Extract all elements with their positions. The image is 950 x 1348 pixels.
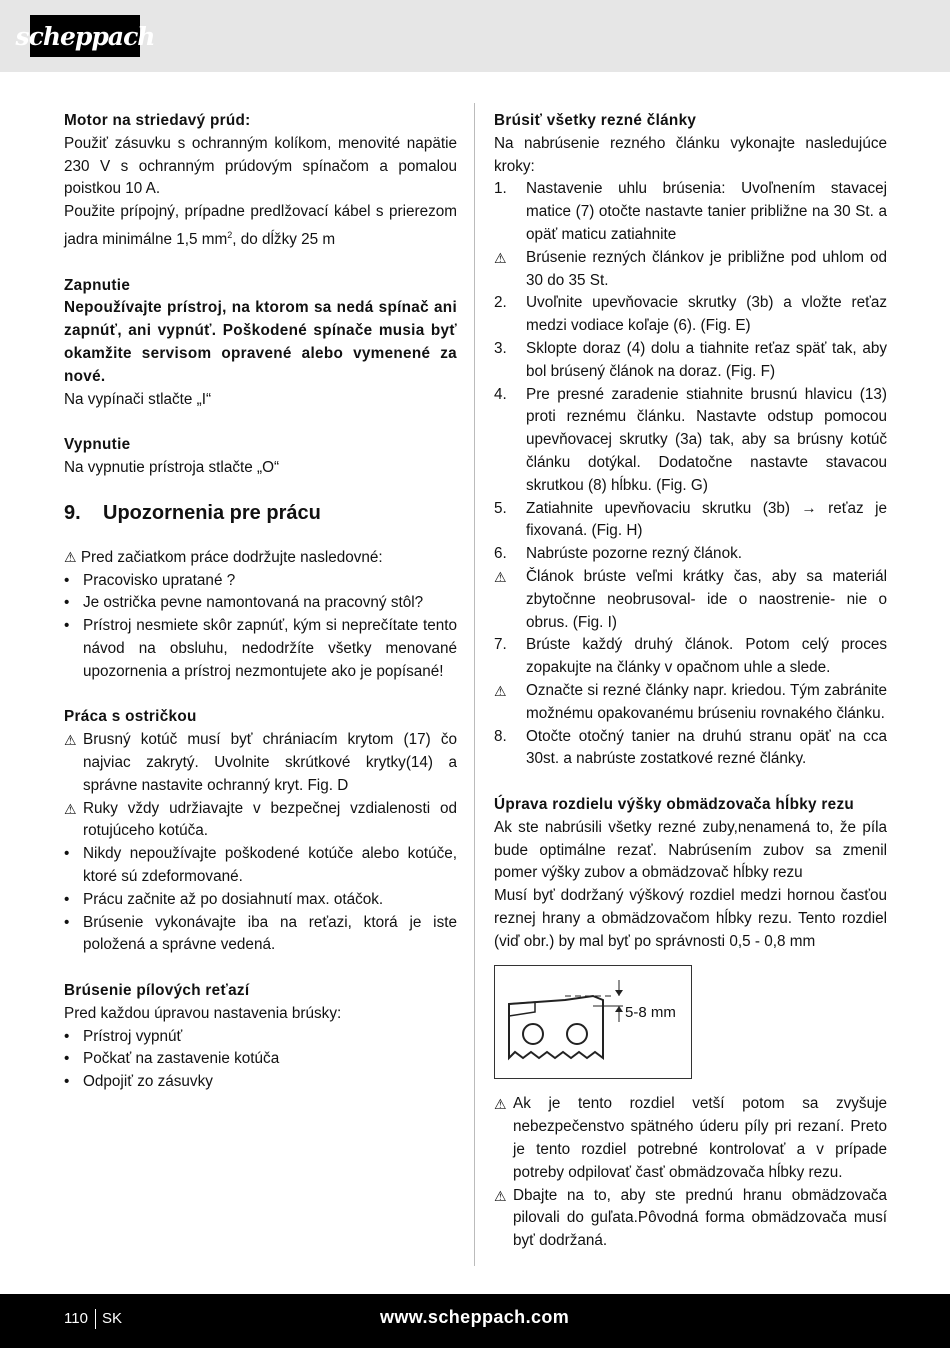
section-title-text: Upozornenia pre prácu (103, 501, 321, 524)
warning-icon: ⚠ (494, 1096, 507, 1113)
motor-cable-post: , do dĺžky 25 m (232, 231, 336, 249)
left-column (64, 110, 457, 1094)
step-marker: 8. (494, 727, 507, 745)
list-item (64, 1026, 457, 1049)
praca-heading: Práca s ostričkou (64, 708, 197, 726)
warning-icon: ⚠ (64, 732, 77, 749)
warning-text: Brusný kotúč musí byť chrániacím krytom (17) čo najviac zakrytý. Uvolnite skrútkové krytky(14) a správne nastavite ochranný kryt. Fig. D (83, 731, 457, 794)
step-text: Uvoľnite upevňovacie skrutky (3b) a vložte reťaz medzi vodiace koľaje (6). (Fig. E) (526, 294, 887, 335)
list-item (64, 570, 457, 593)
brusit-heading: Brúsiť všetky rezné články (494, 112, 697, 129)
step-item (494, 178, 887, 246)
motor-cable-pre: Použite prípojný, prípadne predlžovací kábel s prierezom jadra minimálne 1,5 mm (64, 203, 457, 249)
column-divider (474, 103, 475, 1266)
step-marker: 6. (494, 545, 507, 563)
step-text: Otočte otočný tanier na druhú stranu opäť na cca 30st. a nabrúste zostatkové rezné články. (526, 727, 887, 768)
zapnutie-heading: Zapnutie (64, 276, 131, 294)
bullet-icon: • (64, 845, 70, 863)
step-item (494, 384, 887, 498)
list-item-text: Je ostrička pevne namontovaná na pracovný stôl? (83, 594, 424, 612)
footer-separator (95, 1309, 96, 1329)
step-text: Brúste každý druhý článok. Potom celý proces zopakujte na články v opačnom uhle a slede. (526, 636, 887, 677)
motor-cable-text (64, 201, 457, 252)
brusenie-list (64, 1026, 457, 1094)
list-item (64, 1071, 457, 1094)
step-marker: 5. (494, 499, 507, 517)
step-text: Článok brúste veľmi krátky čas, aby sa materiál zbytočnne neobrusoval- ide o naostrenie- nie o obrus. (Fig. I) (526, 567, 887, 631)
list-item-text: Počkať na zastavenie kotúča (83, 1050, 280, 1068)
website-link[interactable]: www.scheppach.com (380, 1307, 570, 1327)
language-code: SK (102, 1310, 123, 1327)
warning-icon: ⚠ (494, 249, 507, 266)
depth-warning-2 (494, 1185, 887, 1253)
step-item (494, 338, 887, 384)
step-text: Označte si rezné články napr. kriedou. Tým zabránite možnému opakovanému brúseniu rovnakého článku. (526, 681, 887, 722)
step-item (494, 498, 887, 544)
list-item-text: Prácu začnite až po dosiahnutí max. otáčok. (83, 890, 384, 908)
list-item-text: Nikdy nepoužívajte poškodené kotúče alebo kotúče, ktoré sú zdeformované. (83, 845, 457, 885)
page-header (0, 0, 950, 72)
uprava-text-2: Musí byť dodržaný výškový rozdiel medzi hornou časťou reznej hrany a obmädzovačom hĺbky rezu. Tento rozdiel (viď obr.) by mal byť po správnosti 0,5 - 0,8 mm (494, 887, 887, 950)
step-item (494, 247, 887, 293)
step-marker: 7. (494, 636, 507, 654)
step-text: Nastavenie uhlu brúsenia: Uvoľnením stavacej matice (7) otočte nastavte tanier približne na 30 St. a opäť maticu zatiahnite (526, 180, 887, 243)
motor-cable-sup: 2 (227, 229, 233, 240)
scheppach-logo: scheppach (30, 15, 140, 57)
list-item-text: Prístroj vypnúť (83, 1027, 183, 1045)
praca-warning-1 (64, 729, 457, 797)
step-marker: 2. (494, 294, 507, 312)
list-item-text: Odpojiť zo zásuvky (83, 1073, 213, 1091)
list-item (64, 592, 457, 615)
list-item (64, 912, 457, 958)
list-item (64, 843, 457, 889)
step-text: Pre presné zaradenie stiahnite brusnú hlavicu (13) proti reznému článku. Nastavte odstup pomocou upevňovacej skrutky (3a) tak, aby sa brúsny kotúč článku dotýkal. Dodatočne nastavte stavacou skrutkou (8) hĺbku. (Fig. G) (526, 385, 887, 494)
right-column (494, 110, 887, 1253)
vypnutie-text: Na vypnutie prístroja stlačte „O“ (64, 459, 280, 477)
brusenie-heading: Brúsenie pílových reťazí (64, 981, 250, 999)
brusenie-text: Pred každou úpravou nastavenia brúsky: (64, 1004, 342, 1022)
list-item (64, 615, 457, 683)
bullet-icon: • (64, 571, 70, 589)
list-item-text: Brúsenie vykonávajte iba na reťazi, ktorá je iste položená a správne vedená. (83, 913, 457, 954)
page-footer (0, 1294, 950, 1348)
list-item-text: Prístroj nesmiete skôr zapnúť, kým si neprečítate tento návod na obsluhu, nedodržíte všetky menované upozornenia a prístroj nezmontujete ako je popísané! (83, 617, 457, 680)
depth-gauge-figure (494, 965, 692, 1079)
zapnutie-warning: Nepoužívajte prístroj, na ktorom sa nedá spínač ani zapnúť, ani vypnúť. Poškodené spínače musia byť okamžite servisom opravené alebo vymenené za nové. (64, 299, 457, 385)
section-title (64, 498, 457, 528)
bullet-icon: • (64, 913, 70, 931)
figure-label: 5-8 mm (625, 1004, 676, 1022)
step-marker: 4. (494, 385, 507, 403)
step-item (494, 634, 887, 680)
section-number: 9. (64, 501, 81, 524)
vypnutie-heading: Vypnutie (64, 436, 131, 454)
praca-list (64, 843, 457, 957)
step-marker: 3. (494, 339, 507, 357)
step-item (494, 726, 887, 772)
before-work-text (64, 546, 457, 570)
sharpening-steps (494, 178, 887, 771)
before-work-list (64, 570, 457, 684)
motor-heading: Motor na striedavý prúd: (64, 112, 251, 129)
list-item-text: Pracovisko upratané ? (83, 571, 236, 589)
brusit-text: Na nabrúsenie rezného článku vykonajte nasledujúce kroky: (494, 134, 887, 175)
warning-icon: ⚠ (64, 800, 77, 817)
warning-text: Dbajte na to, aby ste prednú hranu obmädzovača pilovali do guľata.Pôvodná forma obmädzovača musí byť dodržaná. (513, 1186, 887, 1250)
step-text: Brúsenie rezných článkov je približne pod uhlom od 30 do 35 St. (526, 248, 887, 289)
bullet-icon: • (64, 1073, 70, 1091)
bullet-icon: • (64, 617, 70, 635)
bullet-icon: • (64, 1050, 70, 1068)
step-item (494, 680, 887, 726)
warning-icon: ⚠ (494, 1187, 507, 1204)
list-item (64, 889, 457, 912)
step-text: Sklopte doraz (4) dolu a tiahnite reťaz späť tak, aby bol brúsený článok na doraz. (Fig. F) (526, 339, 887, 380)
bullet-icon: • (64, 594, 70, 612)
uprava-text-1: Ak ste nabrúsili všetky rezné zuby,nenamená to, že píla bude optimálne rezať. Nabrúsením zubov sa zmenil pomer výšky zubov a obmädzovač hĺbky rezu (494, 818, 887, 882)
warning-icon: ⚠ (64, 548, 77, 565)
before-work-label: Pred začiatkom práce dodržujte nasledovné: (80, 548, 383, 566)
page-number: 110 (64, 1310, 88, 1327)
warning-icon: ⚠ (494, 682, 507, 699)
bullet-icon: • (64, 1027, 70, 1045)
warning-text: Ruky vždy udržiavajte v bezpečnej vzdialenosti od rotujúceho kotúča. (83, 799, 457, 840)
step-marker: 1. (494, 180, 507, 198)
step-text: Nabrúste pozorne rezný článok. (526, 545, 742, 563)
step-text: Zatiahnite upevňovaciu skrutku (3b) → reťaz je fixovaná. (Fig. H) (526, 499, 887, 540)
warning-text: Ak je tento rozdiel vetší potom sa zvyšuje nebezpečenstvo spätného úderu píly pri rezaní. Preto je tento rozdiel potrebné kontrolovať a v prípade potreby odpilovať časť obmädzovača hĺbky rezu. (513, 1095, 887, 1181)
step-item (494, 292, 887, 338)
uprava-heading: Úprava rozdielu výšky obmädzovača hĺbky rezu (494, 795, 855, 813)
bullet-icon: • (64, 890, 70, 908)
step-item (494, 543, 887, 566)
zapnutie-text: Na vypínači stlačte „I“ (64, 390, 212, 408)
depth-warning-1 (494, 1093, 887, 1184)
step-item (494, 566, 887, 634)
warning-icon: ⚠ (494, 568, 507, 585)
praca-warning-2 (64, 798, 457, 844)
list-item (64, 1048, 457, 1071)
motor-text: Použiť zásuvku s ochranným kolíkom, menovité napätie 230 V s ochranným prúdovým spínačom a pomalou poistkou 10 A. (64, 134, 457, 198)
